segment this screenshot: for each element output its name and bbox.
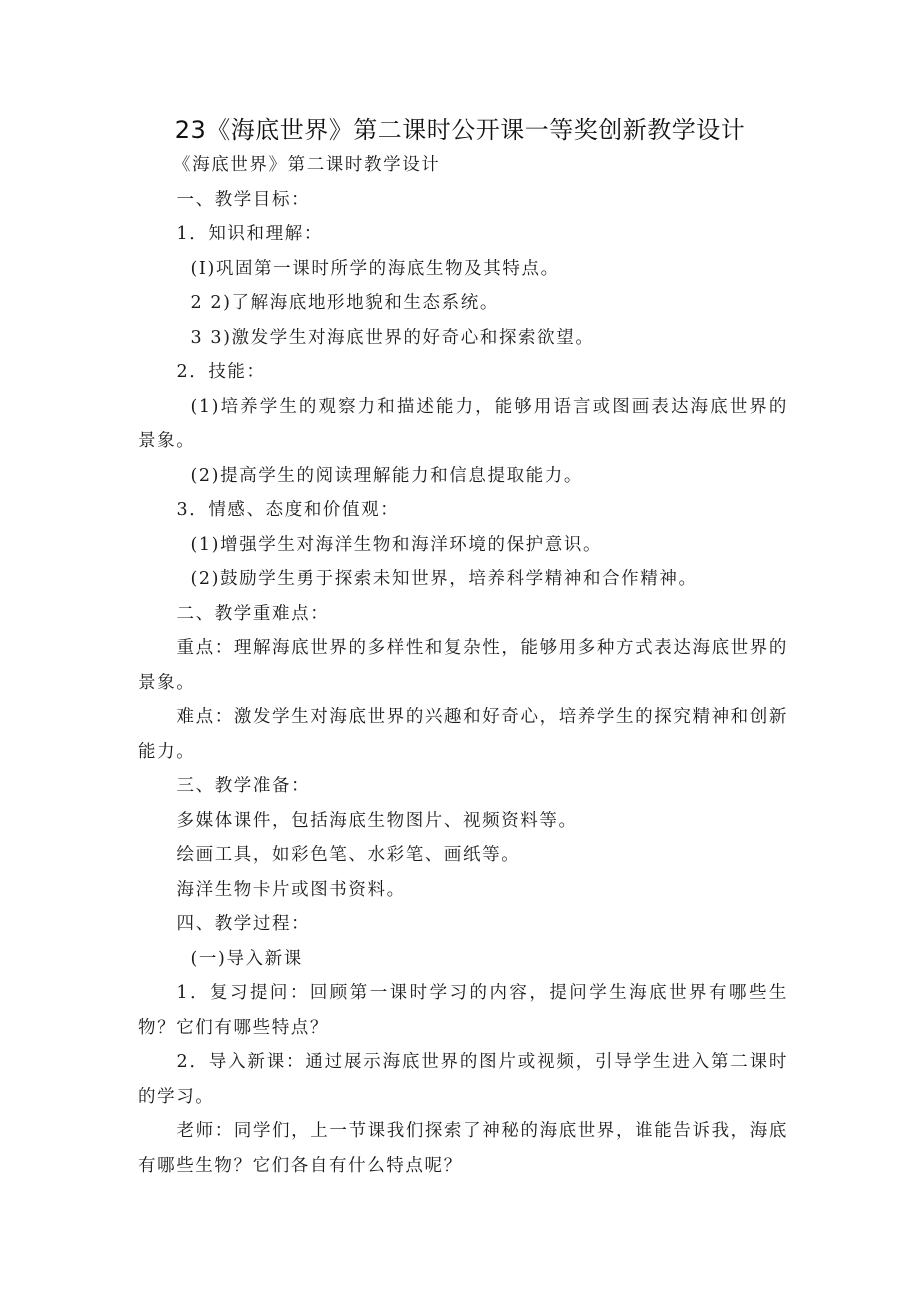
preparation-item: 多媒体课件，包括海底生物图片、视频资料等。 [176, 810, 578, 831]
document-subtitle: 《海底世界》第二课时教学设计 [173, 155, 441, 175]
objective-item: (1)增强学生对海洋生物和海洋环境的保护意识。 [190, 534, 603, 555]
document-body [138, 148, 788, 1183]
key-point-paragraph: 重点：理解海底世界的多样性和复杂性，能够用多种方式表达海底世界的景象。 [138, 638, 788, 693]
process-subheading: (一)导入新课 [190, 948, 303, 969]
section-heading-key-points: 二、教学重难点： [176, 603, 330, 624]
process-step-paragraph: 2．导入新课：通过展示海底世界的图片或视频，引导学生进入第二课时的学习。 [138, 1052, 788, 1107]
objective-heading-skills: 2．技能： [176, 362, 266, 382]
section-heading-objectives: 一、教学目标： [176, 189, 311, 210]
objective-item: 2 2)了解海底地形地貌和生态系统。 [190, 293, 499, 313]
objective-item: (2)鼓励学生勇于探索未知世界，培养科学精神和合作精神。 [190, 569, 698, 589]
section-heading-process: 四、教学过程： [176, 914, 311, 934]
preparation-item: 海洋生物卡片或图书资料。 [176, 879, 406, 900]
objective-item: 3 3)激发学生对海底世界的好奇心和探索欲望。 [190, 327, 595, 348]
objective-heading-attitudes: 3．情感、态度和价值观： [176, 500, 400, 520]
process-step-paragraph: 1．复习提问：回顾第一课时学习的内容，提问学生海底世界有哪些生物？它们有哪些特点？ [138, 983, 788, 1038]
teacher-dialogue-paragraph: 老师：同学们，上一节课我们探索了神秘的海底世界，谁能告诉我，海底有哪些生物？它们各自有什么特点呢？ [138, 1121, 788, 1176]
objective-item: (I)巩固第一课时所学的海底生物及其特点。 [190, 258, 560, 279]
document-title: 23《海底世界》第二课时公开课一等奖创新教学设计 [174, 116, 746, 144]
section-heading-preparation: 三、教学准备： [176, 776, 311, 796]
objective-item: (2)提高学生的阅读理解能力和信息提取能力。 [190, 465, 583, 486]
difficult-point-paragraph: 难点：激发学生对海底世界的兴趣和好奇心，培养学生的探究精神和创新能力。 [138, 707, 788, 762]
objective-heading-knowledge: 1．知识和理解： [176, 224, 323, 244]
objective-item: (1)培养学生的观察力和描述能力，能够用语言或图画表达海底世界的景象。 [138, 396, 788, 451]
preparation-item: 绘画工具，如彩色笔、水彩笔、画纸等。 [176, 845, 521, 865]
